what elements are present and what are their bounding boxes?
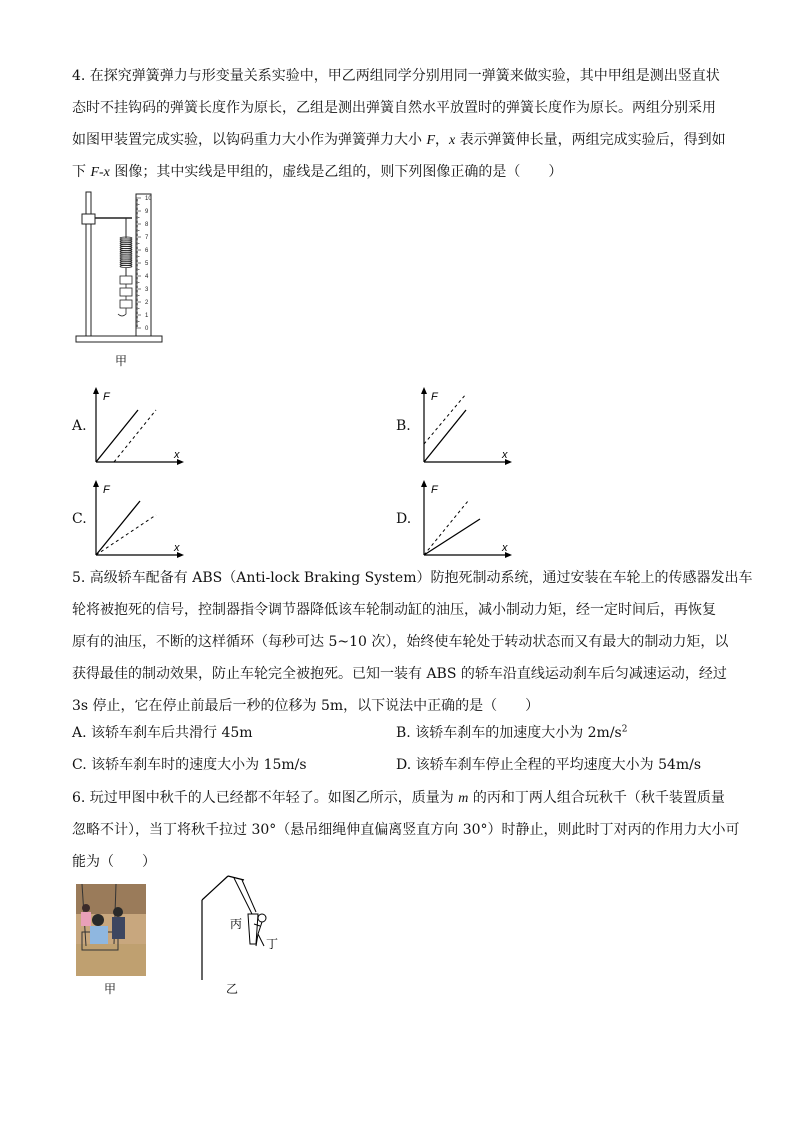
dashed-line <box>96 515 156 555</box>
child-head-1 <box>92 914 104 926</box>
ruler-label: 8 <box>145 222 149 228</box>
q6-line-1-post: 的丙和丁两人组合玩秋千（秋千装置质量 <box>468 790 725 806</box>
ruler-label: 6 <box>145 248 149 254</box>
y-axis-label: F <box>431 484 438 496</box>
child-body-1 <box>90 926 108 944</box>
weight-1 <box>120 276 132 284</box>
swing-seat-shape <box>248 914 258 944</box>
var-m: m <box>458 791 469 806</box>
var-x: x <box>449 133 456 148</box>
q5-line-5: 3s 停止，它在停止前最后一秒的位移为 5m，以下说法中正确的是（ ） <box>72 698 540 714</box>
dashed-line <box>424 501 468 555</box>
child-body-2 <box>112 917 125 939</box>
x-axis-label: x <box>502 449 508 461</box>
q5-option-b-sup: 2 <box>621 724 628 735</box>
q6-line-2: 忽略不计），当丁将秋千拉过 30°（悬吊细绳伸直偏离竖直方向 30°）时静止，则此时丁对丙的作用力大小可 <box>72 822 740 838</box>
option-d-label: D. <box>396 511 412 527</box>
y-axis-arrow <box>93 480 99 487</box>
option-a-label: A. <box>72 418 87 434</box>
q5-line-1: 5. 高级轿车配备有 ABS（Anti-lock Braking System）防抱死制动系统，通过安装在车轮上的传感器发出车 <box>72 570 753 586</box>
q5-option-c: C. 该轿车刹车时的速度大小为 15m/s <box>72 757 307 773</box>
support-beam-left <box>202 876 228 900</box>
option-d-graph <box>416 479 520 561</box>
y-axis-label: F <box>103 391 110 403</box>
person-ding-head <box>258 914 266 922</box>
ruler-label: 4 <box>145 274 149 280</box>
q6-line-1-pre: 6. 玩过甲图中秋千的人已经都不年轻了。如图乙所示，质量为 <box>72 790 459 806</box>
option-b-label: B. <box>396 418 411 434</box>
child-head-2 <box>113 907 123 917</box>
hanging-weights <box>118 276 132 316</box>
q5-line-4: 获得最佳的制动效果，防止车轮完全被抱死。已知一装有 ABS 的轿车沿直线运动刹车后匀减速运动，经过 <box>72 666 727 682</box>
q5-line-2: 轮将被抱死的信号，控制器指令调节器降低该车轮制动缸的油压，减小制动力矩，经一定时间后，再恢复 <box>72 602 716 618</box>
person-ding-body <box>254 922 264 946</box>
q5-option-b <box>396 722 627 742</box>
q6-line-1 <box>72 782 732 814</box>
label-bing: 丙 <box>230 917 243 931</box>
q4-sep: ， <box>435 132 450 148</box>
q5-option-b-text: B. 该轿车刹车的加速度大小为 2m/s <box>396 725 622 741</box>
solid-line <box>424 519 480 555</box>
question-5-text <box>72 562 753 722</box>
swing-photo-caption: 甲 <box>104 982 117 996</box>
ruler-label: 3 <box>145 287 149 293</box>
var-Fx: F-x <box>90 165 110 180</box>
support-beam-top <box>228 876 244 880</box>
weight-hook-3 <box>118 308 126 316</box>
var-F: F <box>426 133 436 148</box>
y-axis-arrow <box>421 480 427 487</box>
q4-line-3-pre: 如图甲装置完成实验，以钩码重力大小作为弹簧弹力大小 <box>72 132 427 148</box>
q6-line-3: 能为（ ） <box>72 854 156 870</box>
child-body-3 <box>81 912 91 926</box>
q4-line-3-post: 表示弹簧伸长量，两组完成实验后，得到如 <box>455 132 726 148</box>
option-b-graph <box>416 386 520 468</box>
q4-line-1: 4. 在探究弹簧弹力与形变量关系实验中，甲乙两组同学分别用同一弹簧来做实验，其中甲组是测出竖直状 <box>72 68 720 84</box>
weight-2 <box>120 288 132 296</box>
x-axis-label: x <box>174 542 180 554</box>
ruler-label: 5 <box>145 261 149 267</box>
question-6-text <box>72 782 740 878</box>
apparatus-base <box>76 336 162 342</box>
swing-photo <box>76 884 146 976</box>
swing-diagram-caption: 乙 <box>226 982 239 996</box>
solid-line <box>96 501 140 555</box>
swing-diagram <box>192 872 288 982</box>
y-axis-label: F <box>103 484 110 496</box>
q4-line-4 <box>72 156 732 188</box>
q4-line-3 <box>72 124 732 156</box>
spring-apparatus-figure <box>70 188 170 350</box>
ruler-label: 1 <box>145 313 149 319</box>
ruler-label: 10 <box>145 196 152 202</box>
option-c-label: C. <box>72 511 87 527</box>
y-axis-arrow <box>93 387 99 394</box>
question-4-text <box>72 60 732 188</box>
q4-line-4-post: 图像；其中实线是甲组的，虚线是乙组的，则下列图像正确的是（ ） <box>109 164 563 180</box>
ruler-label: 7 <box>145 235 149 241</box>
child-head-3 <box>82 904 90 912</box>
q5-line-3: 原有的油压，不断的这样循环（每秒可达 5~10 次），始终使车轮处于转动状态而又有最大的制动力矩，以 <box>72 634 729 650</box>
spring-loop <box>120 266 132 268</box>
weight-3 <box>120 300 132 308</box>
q5-option-d: D. 该轿车刹车停止全程的平均速度大小为 54m/s <box>396 757 702 773</box>
solid-line <box>424 410 466 462</box>
figure-jia-caption: 甲 <box>115 354 128 368</box>
solid-line <box>96 410 138 462</box>
ruler-label: 0 <box>145 326 149 332</box>
y-axis-label: F <box>431 391 438 403</box>
ruler-label: 2 <box>145 300 149 306</box>
dashed-line <box>114 410 156 462</box>
q5-option-a: A. 该轿车刹车后共滑行 45m <box>72 725 253 741</box>
q4-line-2: 态时不挂钩码的弹簧长度作为原长，乙组是测出弹簧自然水平放置时的弹簧长度作为原长。两组分别采用 <box>72 100 716 116</box>
q4-line-4-pre: 下 <box>72 164 91 180</box>
spring-coil <box>120 237 132 268</box>
x-axis-label: x <box>502 542 508 554</box>
photo-ground <box>76 944 146 976</box>
apparatus-clamp <box>82 214 95 224</box>
x-axis-label: x <box>174 449 180 461</box>
y-axis-arrow <box>421 387 427 394</box>
label-ding: 丁 <box>266 937 279 951</box>
ruler-label: 9 <box>145 209 149 215</box>
option-c-graph <box>88 479 192 561</box>
option-a-graph <box>88 386 192 468</box>
